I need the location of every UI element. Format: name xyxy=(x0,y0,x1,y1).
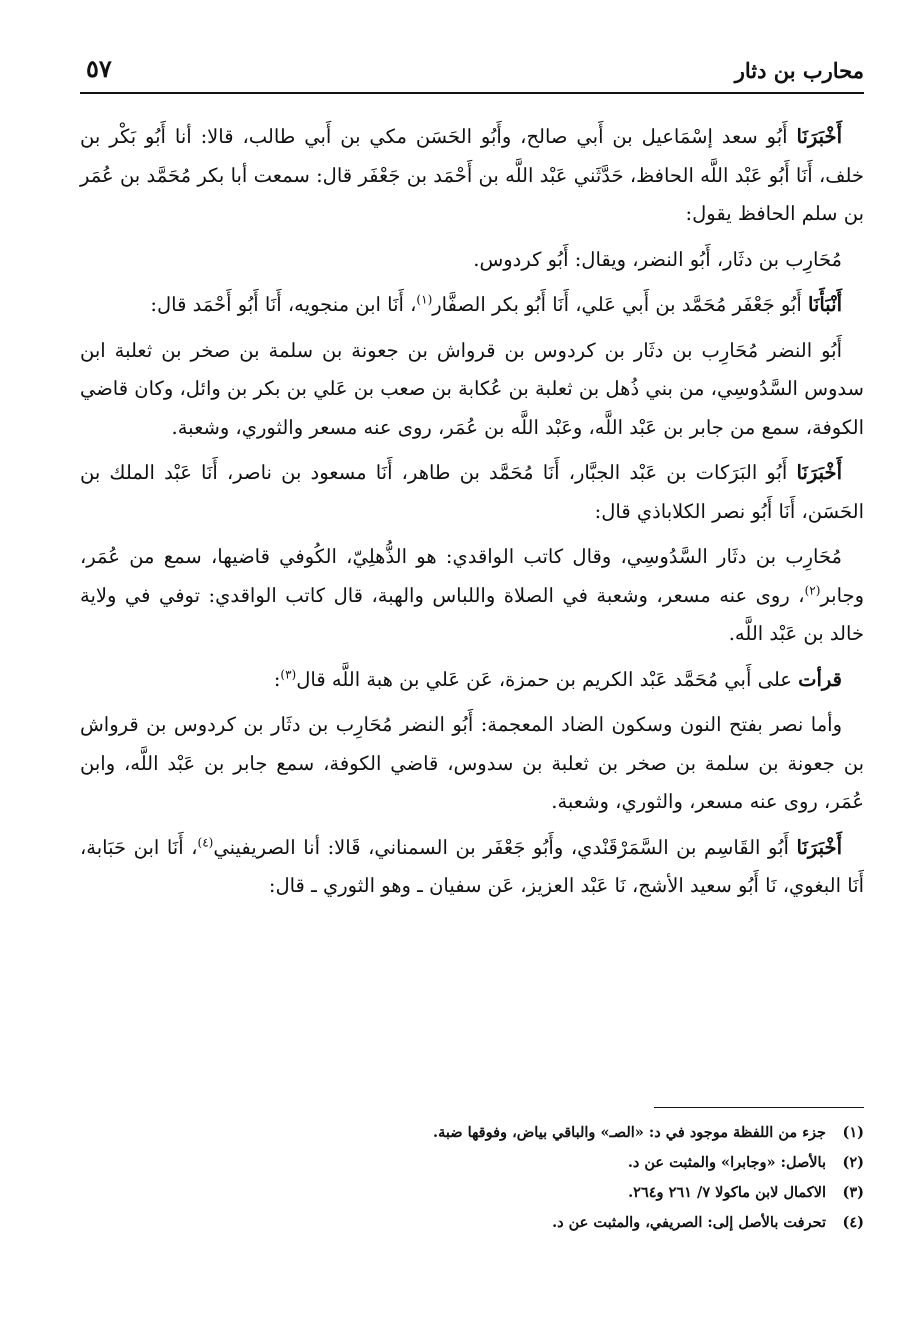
footnote-number: (٤) xyxy=(842,1214,864,1231)
paragraph-3 xyxy=(80,286,864,325)
paragraph-text: أَبُو النضر مُحَارِب بن دثَار بن كردوس بن قرواش بن جعونة بن سلمة بن صخر بن ثعلبة ابن سدوس السَّدُوسِي، من بني ذُهل بن ثعلبة بن عُكابة بن صعب بن عَلي بن بكر بن وائل، وكان قاضي الكوفة، سمع من جابر بن عَبْد اللَّه، وعَبْد اللَّه بن عُمَر، روى عنه مسعر والثوري، وشعبة. xyxy=(80,338,864,439)
footnote-number: (٣) xyxy=(842,1184,864,1201)
paragraph-keyword: أَخْبَرَنَا xyxy=(796,835,842,859)
paragraph-4 xyxy=(80,332,864,448)
paragraph-9 xyxy=(80,829,864,906)
paragraph-text: أَبُو البَرَكات بن عَبْد الجبَّار، أَنَا مُحَمَّد بن طاهر، أَنَا مسعود بن ناصر، أَنَا عَبْد الملك بن الحَسَن، أَنَا أَبُو نصر الكلاباذي قال: xyxy=(80,461,864,523)
footnote-number: (٢) xyxy=(842,1154,864,1171)
paragraph-6 xyxy=(80,538,864,654)
paragraph-5 xyxy=(80,454,864,531)
page-header xyxy=(80,44,864,92)
paragraph-tail: ، روى عنه مسعر، وشعبة في الصلاة واللباس والهبة، قال كاتب الواقدي: توفي في ولاية خالد بن عَبْد اللَّه. xyxy=(80,583,864,645)
footnote-1 xyxy=(80,1118,864,1148)
footnotes xyxy=(80,1118,864,1238)
paragraph-text: أَبُو القَاسِم بن السَّمَرْقَنْدي، وأَبُو جَعْفَر بن السمناني، قَالا: أنا الصريفيني xyxy=(213,835,797,859)
footnote-2 xyxy=(80,1148,864,1178)
footnote-3 xyxy=(80,1178,864,1208)
paragraph-1 xyxy=(80,118,864,234)
footnote-separator xyxy=(654,1107,864,1108)
running-title: محارب بن دثار xyxy=(734,58,864,83)
paragraph-text: على أَبي مُحَمَّد عَبْد الكريم بن حمزة، عَن عَلي بن هبة اللَّه قال xyxy=(296,667,799,691)
paragraph-text: أَبُو جَعْفَر مُحَمَّد بن أَبي عَلي، أَنَا أَبُو بكر الصفَّار xyxy=(432,293,808,316)
footnote-text: الاكمال لابن ماكولا ٧/ ٢٦١ و٢٦٤. xyxy=(628,1184,826,1201)
header-rule xyxy=(80,92,864,94)
paragraph-keyword: أَنْبَأَنَا xyxy=(807,293,842,316)
paragraph-keyword: أَخْبَرَنَا xyxy=(796,125,843,148)
footnote-ref[interactable]: (٤) xyxy=(197,835,214,849)
paragraph-tail: ، أَنَا ابن حَبَابة، أَنَا البغوي، نَا أَبُو سعيد الأشج، نَا عَبْد العزيز، عَن سفيان ـ وهو الثوري ـ قال: xyxy=(80,835,864,897)
paragraph-text: مُحَارِب بن دثَار السَّدُوسِي، وقال كاتب الواقدي: هو الذُّهلِيّ، الكُوفي قاضيها، سمع من عُمَر، وجابر xyxy=(80,545,864,607)
paragraph-2 xyxy=(80,241,864,280)
footnote-text: تحرفت بالأصل إلى: الصريفي، والمثبت عن د. xyxy=(552,1214,826,1231)
page-body xyxy=(80,118,864,913)
paragraph-keyword: قرأت xyxy=(798,667,842,691)
paragraph-text: وأما نصر بفتح النون وسكون الضاد المعجمة: أَبُو النضر مُحَارِب بن دثَار بن كردوس بن قرواش بن جعونة بن سلمة بن صخر بن ثعلبة بن سدوس، قاضي الكوفة، سمع جابر بن عَبْد اللَّه، وابن عُمَر، روى عنه مسعر، والثوري، وشعبة. xyxy=(80,713,864,813)
footnote-text: بالأصل: «وجابرا» والمثبت عن د. xyxy=(627,1154,826,1171)
footnote-4 xyxy=(80,1208,864,1238)
footnote-number: (١) xyxy=(842,1124,864,1141)
footnote-ref[interactable]: (٢) xyxy=(804,583,821,597)
footnote-text: جزء من اللفظة موجود في د: «الصـ» والباقي بياض، وفوقها ضبة. xyxy=(433,1124,826,1141)
paragraph-text: أَبُو سعد إسْمَاعيل بن أَبي صالح، وأَبُو الحَسَن مكي بن أَبي طالب، قالا: أنا أَبُو بَكْر بن خلف، أَنَا أَبُو عَبْد اللَّه الحافظ، حَدَّثَني عَبْد اللَّه بن أَحْمَد بن جَعْفَر قال: سمعت أبا بكر مُحَمَّد بن عُمَر بن سلم الحافظ يقول: xyxy=(80,125,864,225)
footnote-ref[interactable]: (١) xyxy=(416,292,433,307)
footnote-ref[interactable]: (٣) xyxy=(280,667,297,681)
paragraph-7 xyxy=(80,661,864,700)
paragraph-tail: : xyxy=(273,667,281,691)
paragraph-tail: ، أَنَا ابن منجويه، أَنَا أَبُو أَحْمَد قال: xyxy=(150,293,417,316)
paragraph-keyword: أَخْبَرَنَا xyxy=(796,461,842,484)
paragraph-8 xyxy=(80,706,864,822)
page-number: ٥٧ xyxy=(86,54,112,83)
paragraph-text: مُحَارِب بن دثَار، أَبُو النضر، ويقال: أَبُو كردوس. xyxy=(473,247,842,271)
